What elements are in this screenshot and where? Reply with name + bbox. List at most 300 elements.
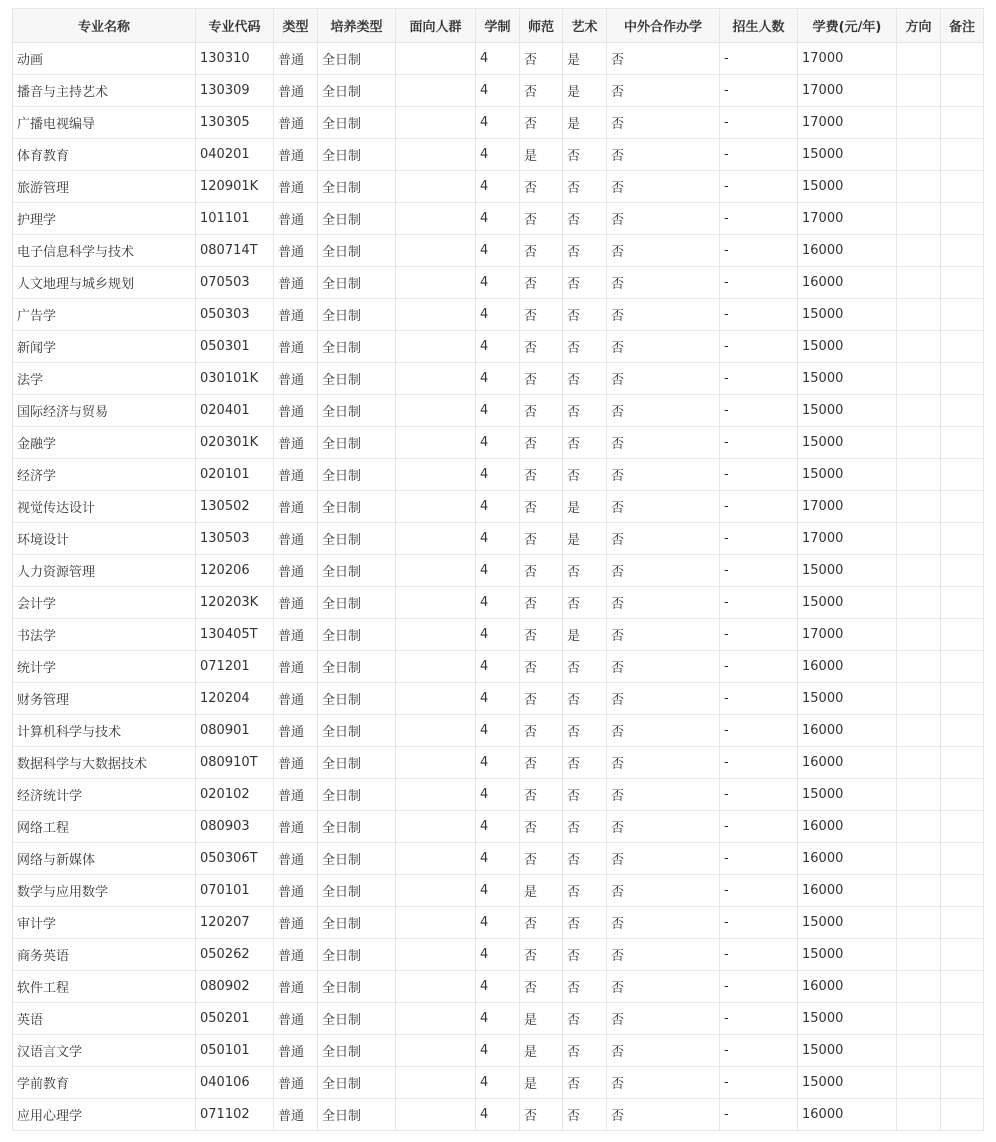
- table-cell: [897, 331, 941, 363]
- table-cell: 国际经济与贸易: [13, 395, 196, 427]
- table-cell: 120901K: [196, 171, 274, 203]
- table-cell: 15000: [798, 683, 897, 715]
- table-cell: 否: [563, 459, 607, 491]
- table-cell: 16000: [798, 715, 897, 747]
- table-cell: -: [720, 811, 798, 843]
- table-cell: 否: [520, 267, 563, 299]
- table-cell: 普通: [274, 107, 318, 139]
- table-cell: 否: [607, 651, 720, 683]
- table-cell: 020301K: [196, 427, 274, 459]
- table-cell: 120207: [196, 907, 274, 939]
- table-cell: 16000: [798, 875, 897, 907]
- table-cell: 4: [476, 267, 520, 299]
- column-header: 培养类型: [318, 9, 396, 43]
- table-cell: [941, 203, 984, 235]
- table-cell: -: [720, 107, 798, 139]
- table-cell: -: [720, 235, 798, 267]
- table-cell: 120206: [196, 555, 274, 587]
- table-cell: [396, 587, 476, 619]
- table-cell: [941, 139, 984, 171]
- table-cell: 否: [607, 555, 720, 587]
- table-cell: 学前教育: [13, 1067, 196, 1099]
- table-cell: 130309: [196, 75, 274, 107]
- table-cell: 否: [563, 779, 607, 811]
- table-cell: 普通: [274, 139, 318, 171]
- table-cell: -: [720, 267, 798, 299]
- table-cell: -: [720, 971, 798, 1003]
- table-cell: 视觉传达设计: [13, 491, 196, 523]
- table-cell: [396, 683, 476, 715]
- table-cell: 普通: [274, 555, 318, 587]
- table-cell: 普通: [274, 523, 318, 555]
- table-cell: 130405T: [196, 619, 274, 651]
- table-cell: 否: [520, 363, 563, 395]
- table-cell: 否: [520, 747, 563, 779]
- table-cell: 120204: [196, 683, 274, 715]
- table-cell: 15000: [798, 779, 897, 811]
- table-cell: [941, 619, 984, 651]
- table-cell: 普通: [274, 747, 318, 779]
- table-cell: 否: [607, 843, 720, 875]
- table-cell: 否: [607, 43, 720, 75]
- table-cell: 否: [520, 203, 563, 235]
- table-cell: 4: [476, 1067, 520, 1099]
- table-cell: 否: [563, 331, 607, 363]
- table-cell: 人文地理与城乡规划: [13, 267, 196, 299]
- table-cell: 普通: [274, 1035, 318, 1067]
- table-cell: [941, 427, 984, 459]
- table-cell: [396, 779, 476, 811]
- table-cell: 否: [520, 811, 563, 843]
- table-cell: 15000: [798, 427, 897, 459]
- table-cell: 是: [520, 1003, 563, 1035]
- table-cell: 否: [607, 1067, 720, 1099]
- table-row: [13, 715, 984, 747]
- table-row: [13, 843, 984, 875]
- table-cell: 否: [563, 427, 607, 459]
- table-cell: 全日制: [318, 843, 396, 875]
- table-cell: 否: [563, 811, 607, 843]
- table-cell: [941, 267, 984, 299]
- table-cell: 金融学: [13, 427, 196, 459]
- table-cell: 会计学: [13, 587, 196, 619]
- table-cell: 否: [607, 299, 720, 331]
- column-header: 方向: [897, 9, 941, 43]
- table-cell: -: [720, 1099, 798, 1131]
- table-cell: 播音与主持艺术: [13, 75, 196, 107]
- table-cell: 050301: [196, 331, 274, 363]
- table-cell: 040106: [196, 1067, 274, 1099]
- table-cell: 4: [476, 139, 520, 171]
- table-cell: [897, 235, 941, 267]
- table-cell: [897, 651, 941, 683]
- table-cell: [941, 939, 984, 971]
- table-cell: 否: [520, 1099, 563, 1131]
- table-cell: 否: [563, 171, 607, 203]
- table-cell: [396, 875, 476, 907]
- table-cell: -: [720, 1003, 798, 1035]
- table-cell: 4: [476, 1035, 520, 1067]
- table-cell: -: [720, 491, 798, 523]
- table-cell: [396, 971, 476, 1003]
- table-cell: 否: [563, 907, 607, 939]
- table-cell: 全日制: [318, 875, 396, 907]
- table-cell: [941, 875, 984, 907]
- table-cell: 4: [476, 1003, 520, 1035]
- table-cell: 否: [520, 75, 563, 107]
- table-cell: 4: [476, 491, 520, 523]
- table-cell: [941, 363, 984, 395]
- table-cell: 否: [563, 299, 607, 331]
- table-row: [13, 651, 984, 683]
- table-cell: 旅游管理: [13, 171, 196, 203]
- table-cell: 否: [607, 235, 720, 267]
- table-cell: 15000: [798, 299, 897, 331]
- table-cell: 动画: [13, 43, 196, 75]
- table-cell: [897, 363, 941, 395]
- table-cell: 人力资源管理: [13, 555, 196, 587]
- table-cell: [941, 1067, 984, 1099]
- table-cell: 全日制: [318, 779, 396, 811]
- table-cell: 否: [607, 363, 720, 395]
- table-cell: 16000: [798, 843, 897, 875]
- majors-table-container: [12, 8, 983, 1131]
- table-cell: 护理学: [13, 203, 196, 235]
- table-cell: 15000: [798, 939, 897, 971]
- table-cell: 16000: [798, 1099, 897, 1131]
- table-cell: 4: [476, 395, 520, 427]
- table-cell: 英语: [13, 1003, 196, 1035]
- table-cell: 全日制: [318, 939, 396, 971]
- table-row: [13, 171, 984, 203]
- table-cell: 020102: [196, 779, 274, 811]
- table-cell: -: [720, 587, 798, 619]
- table-cell: 16000: [798, 971, 897, 1003]
- table-cell: 普通: [274, 427, 318, 459]
- table-cell: 普通: [274, 907, 318, 939]
- table-cell: 否: [520, 171, 563, 203]
- column-header: 备注: [941, 9, 984, 43]
- table-cell: 否: [520, 107, 563, 139]
- table-row: [13, 75, 984, 107]
- column-header: 中外合作办学: [607, 9, 720, 43]
- table-cell: 否: [520, 331, 563, 363]
- table-cell: 否: [520, 459, 563, 491]
- column-header: 面向人群: [396, 9, 476, 43]
- table-cell: -: [720, 43, 798, 75]
- table-cell: [396, 331, 476, 363]
- table-cell: 财务管理: [13, 683, 196, 715]
- table-cell: 4: [476, 331, 520, 363]
- table-row: [13, 203, 984, 235]
- table-cell: 书法学: [13, 619, 196, 651]
- table-row: [13, 523, 984, 555]
- table-cell: 130502: [196, 491, 274, 523]
- table-cell: 050101: [196, 1035, 274, 1067]
- table-cell: 法学: [13, 363, 196, 395]
- table-cell: 否: [563, 939, 607, 971]
- table-cell: 否: [607, 107, 720, 139]
- table-cell: 是: [520, 1035, 563, 1067]
- table-cell: 全日制: [318, 1003, 396, 1035]
- table-cell: 全日制: [318, 235, 396, 267]
- table-cell: [941, 1035, 984, 1067]
- table-row: [13, 1067, 984, 1099]
- table-cell: [897, 267, 941, 299]
- table-cell: -: [720, 1035, 798, 1067]
- table-cell: [396, 427, 476, 459]
- table-cell: [941, 107, 984, 139]
- table-cell: 否: [607, 747, 720, 779]
- table-cell: 全日制: [318, 363, 396, 395]
- table-cell: 15000: [798, 395, 897, 427]
- table-cell: 否: [607, 587, 720, 619]
- table-cell: [941, 171, 984, 203]
- table-cell: [897, 139, 941, 171]
- table-cell: 否: [607, 907, 720, 939]
- table-cell: 否: [563, 1099, 607, 1131]
- column-header: 学制: [476, 9, 520, 43]
- table-cell: [897, 427, 941, 459]
- table-cell: 软件工程: [13, 971, 196, 1003]
- table-cell: [396, 939, 476, 971]
- table-cell: 否: [607, 523, 720, 555]
- table-cell: [897, 395, 941, 427]
- table-cell: -: [720, 363, 798, 395]
- table-cell: -: [720, 299, 798, 331]
- table-cell: 是: [520, 139, 563, 171]
- table-row: [13, 235, 984, 267]
- table-cell: 否: [563, 1035, 607, 1067]
- table-cell: 否: [607, 939, 720, 971]
- header-row: [13, 9, 984, 43]
- table-cell: [396, 107, 476, 139]
- table-cell: 数据科学与大数据技术: [13, 747, 196, 779]
- table-cell: 否: [563, 235, 607, 267]
- table-cell: -: [720, 523, 798, 555]
- table-cell: [897, 555, 941, 587]
- table-cell: 普通: [274, 1003, 318, 1035]
- table-cell: 否: [607, 427, 720, 459]
- table-row: [13, 907, 984, 939]
- table-cell: [396, 267, 476, 299]
- table-cell: [941, 747, 984, 779]
- table-cell: 050303: [196, 299, 274, 331]
- table-cell: 汉语言文学: [13, 1035, 196, 1067]
- table-cell: 否: [563, 363, 607, 395]
- table-cell: 4: [476, 427, 520, 459]
- table-cell: 是: [520, 875, 563, 907]
- table-cell: -: [720, 939, 798, 971]
- table-cell: [897, 779, 941, 811]
- table-cell: 否: [520, 683, 563, 715]
- table-cell: [897, 907, 941, 939]
- table-cell: [897, 939, 941, 971]
- table-cell: [396, 459, 476, 491]
- table-cell: 普通: [274, 843, 318, 875]
- table-cell: -: [720, 907, 798, 939]
- table-cell: 是: [563, 491, 607, 523]
- table-cell: 4: [476, 715, 520, 747]
- table-cell: 15000: [798, 1067, 897, 1099]
- table-cell: 全日制: [318, 203, 396, 235]
- table-cell: 17000: [798, 619, 897, 651]
- table-cell: 计算机科学与技术: [13, 715, 196, 747]
- table-row: [13, 331, 984, 363]
- table-cell: 否: [563, 971, 607, 1003]
- table-cell: 否: [563, 203, 607, 235]
- table-cell: -: [720, 875, 798, 907]
- table-cell: -: [720, 651, 798, 683]
- table-cell: [897, 299, 941, 331]
- table-cell: 全日制: [318, 683, 396, 715]
- table-cell: [941, 651, 984, 683]
- table-cell: 17000: [798, 491, 897, 523]
- table-cell: 全日制: [318, 491, 396, 523]
- table-cell: [396, 843, 476, 875]
- table-cell: [941, 715, 984, 747]
- table-cell: 普通: [274, 203, 318, 235]
- table-cell: 101101: [196, 203, 274, 235]
- table-cell: 否: [607, 811, 720, 843]
- table-row: [13, 427, 984, 459]
- table-row: [13, 491, 984, 523]
- table-cell: 080714T: [196, 235, 274, 267]
- table-cell: 是: [563, 523, 607, 555]
- table-cell: [396, 1067, 476, 1099]
- table-cell: [396, 811, 476, 843]
- table-row: [13, 459, 984, 491]
- table-cell: 4: [476, 683, 520, 715]
- table-cell: 普通: [274, 459, 318, 491]
- table-cell: 普通: [274, 683, 318, 715]
- table-cell: 否: [563, 683, 607, 715]
- table-cell: 17000: [798, 107, 897, 139]
- table-row: [13, 267, 984, 299]
- table-cell: -: [720, 75, 798, 107]
- table-cell: -: [720, 683, 798, 715]
- table-cell: 普通: [274, 235, 318, 267]
- table-cell: 否: [607, 1035, 720, 1067]
- table-cell: 15000: [798, 331, 897, 363]
- majors-table: [12, 8, 984, 1131]
- table-cell: [897, 843, 941, 875]
- table-cell: 应用心理学: [13, 1099, 196, 1131]
- column-header: 类型: [274, 9, 318, 43]
- table-cell: 15000: [798, 587, 897, 619]
- table-cell: 否: [607, 139, 720, 171]
- table-cell: [897, 171, 941, 203]
- table-cell: 否: [607, 395, 720, 427]
- table-row: [13, 299, 984, 331]
- table-cell: 否: [520, 235, 563, 267]
- table-cell: [396, 1003, 476, 1035]
- table-cell: 否: [520, 619, 563, 651]
- table-cell: 全日制: [318, 1099, 396, 1131]
- table-cell: 否: [520, 779, 563, 811]
- table-cell: 普通: [274, 651, 318, 683]
- table-cell: -: [720, 747, 798, 779]
- table-cell: 4: [476, 939, 520, 971]
- table-cell: 全日制: [318, 1035, 396, 1067]
- table-cell: -: [720, 843, 798, 875]
- column-header: 专业代码: [196, 9, 274, 43]
- table-cell: 普通: [274, 267, 318, 299]
- table-cell: [396, 203, 476, 235]
- table-cell: 否: [607, 715, 720, 747]
- table-cell: 050306T: [196, 843, 274, 875]
- table-cell: -: [720, 331, 798, 363]
- table-cell: 否: [607, 267, 720, 299]
- table-cell: 否: [520, 907, 563, 939]
- table-cell: 15000: [798, 139, 897, 171]
- table-cell: [897, 75, 941, 107]
- column-header: 师范: [520, 9, 563, 43]
- table-cell: 普通: [274, 299, 318, 331]
- table-cell: -: [720, 395, 798, 427]
- table-cell: [941, 555, 984, 587]
- table-cell: 4: [476, 75, 520, 107]
- table-cell: 经济学: [13, 459, 196, 491]
- table-cell: 否: [563, 395, 607, 427]
- table-cell: [941, 331, 984, 363]
- table-cell: 15000: [798, 555, 897, 587]
- table-cell: [897, 523, 941, 555]
- table-cell: 否: [563, 1003, 607, 1035]
- table-cell: 网络与新媒体: [13, 843, 196, 875]
- table-cell: 数学与应用数学: [13, 875, 196, 907]
- table-cell: 否: [563, 747, 607, 779]
- table-cell: 审计学: [13, 907, 196, 939]
- table-cell: 否: [520, 843, 563, 875]
- table-cell: 否: [607, 459, 720, 491]
- table-cell: [897, 107, 941, 139]
- table-cell: [941, 587, 984, 619]
- table-cell: 070101: [196, 875, 274, 907]
- table-cell: 统计学: [13, 651, 196, 683]
- table-cell: 否: [607, 1099, 720, 1131]
- table-cell: 4: [476, 43, 520, 75]
- table-cell: 15000: [798, 907, 897, 939]
- table-cell: [396, 75, 476, 107]
- table-cell: 16000: [798, 651, 897, 683]
- table-cell: 普通: [274, 43, 318, 75]
- table-cell: 全日制: [318, 715, 396, 747]
- table-cell: 15000: [798, 363, 897, 395]
- table-cell: [897, 1067, 941, 1099]
- table-cell: [941, 491, 984, 523]
- table-cell: 全日制: [318, 107, 396, 139]
- table-cell: 否: [607, 875, 720, 907]
- table-cell: [396, 299, 476, 331]
- table-cell: [897, 747, 941, 779]
- table-cell: [941, 523, 984, 555]
- column-header: 学费(元/年): [798, 9, 897, 43]
- table-cell: 否: [563, 267, 607, 299]
- table-cell: [941, 459, 984, 491]
- table-cell: [897, 1099, 941, 1131]
- table-cell: [941, 779, 984, 811]
- table-cell: 050201: [196, 1003, 274, 1035]
- table-row: [13, 1035, 984, 1067]
- table-cell: 全日制: [318, 459, 396, 491]
- table-cell: [396, 651, 476, 683]
- table-cell: [396, 171, 476, 203]
- table-cell: 全日制: [318, 555, 396, 587]
- table-cell: 17000: [798, 75, 897, 107]
- table-row: [13, 779, 984, 811]
- table-cell: -: [720, 427, 798, 459]
